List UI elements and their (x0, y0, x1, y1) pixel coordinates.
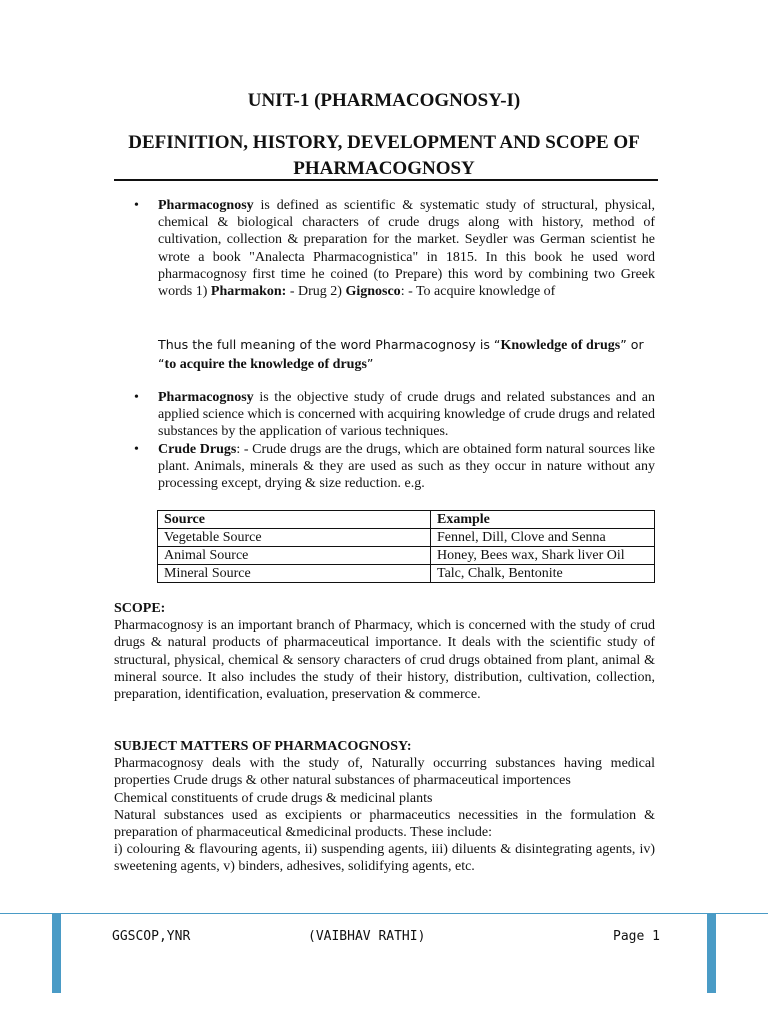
subject-line-3: Natural substances used as excipients or pharmaceutics necessities in the formulation & preparation of pharmaceutical &medicinal products. These include: (114, 807, 655, 841)
table-header-row (158, 511, 655, 529)
table-cell: Fennel, Dill, Clove and Senna (431, 529, 655, 547)
term-gignosco: Gignosco (345, 284, 401, 300)
definition-text-3: : - To acquire knowledge of (400, 284, 556, 300)
bullet-list-2 (130, 389, 655, 492)
scope-text: Pharmacognosy is an important branch of Pharmacy, which is concerned with the study of crud drugs & natural products of pharmaceutical importance. It deals with the scientific study of structural, physical, chemical & sensory characters of crud drugs obtained from plant, animal & mineral source. It also includes the study of their history, distribution, cultivation, collection, preparation, identification, evaluation, preservation & commerce. (114, 618, 655, 703)
meaning-paragraph (158, 336, 655, 374)
subject-line-2: Chemical constituents of crude drugs & medicinal plants (114, 790, 433, 806)
source-example-table (157, 510, 655, 583)
footer-author: (VAIBHAV RATHI) (308, 929, 426, 944)
meaning-bold-2: to acquire the knowledge of drugs (164, 357, 367, 372)
table-row (158, 547, 655, 565)
footer-left-bar (52, 913, 61, 993)
meaning-text-3: ” (366, 356, 374, 371)
table-cell: Talc, Chalk, Bentonite (431, 565, 655, 583)
meaning-text-1: Thus the full meaning of the word Pharmacognosy is “ (158, 337, 501, 352)
objective-text: is the objective study of crude drugs and related substances and an applied science which is concerned with acquiring knowledge of crude drugs and related substances by the application of various techniques. (158, 390, 655, 440)
table-cell: Vegetable Source (158, 529, 431, 547)
meaning-text-2: ” or “ (158, 337, 644, 371)
term-pharmacognosy-2: Pharmacognosy (158, 390, 254, 405)
term-crude-drugs: Crude Drugs (158, 441, 237, 457)
bullet-list-1 (130, 197, 655, 300)
table-row (158, 529, 655, 547)
definition-text: is defined as scientific & systematic study of structural, physical, chemical & biological characters of crude drugs along with history, method of cultivation, collection & preparation for the market. Seydler was German scientist he wrote a book "Analecta Pharmacognistica" in 1815. In this book he used word pharmacognosy first time he coined (to Prepare) this word by combining two Greek words 1) (158, 198, 655, 300)
bullet-objective-study (130, 389, 655, 441)
footer-right-bar (707, 913, 716, 993)
table-cell: Animal Source (158, 547, 431, 565)
crude-drugs-text: : - Crude drugs are the drugs, which are obtained form natural sources like plant. Animals, minerals & they are used as such as they occur in nature without any processing except, drying & size reduction. e.g. (158, 441, 655, 492)
table-row (158, 565, 655, 583)
table-cell: Honey, Bees wax, Shark liver Oil (431, 547, 655, 565)
footer-college: GGSCOP,YNR (112, 929, 191, 944)
page-title: DEFINITION, HISTORY, DEVELOPMENT AND SCOPE OF PHARMACOGNOSY (128, 132, 640, 179)
table-cell: Mineral Source (158, 565, 431, 583)
table-header-cell: Source (158, 511, 431, 529)
bullet-pharmacognosy-definition (130, 197, 655, 300)
title-divider (114, 179, 658, 181)
subject-line-4: i) colouring & flavouring agents, ii) suspending agents, iii) diluents & disintegrating agents, iv) sweetening agents, v) binders, adhesives, solidifying agents, etc. (114, 842, 655, 875)
footer-divider (0, 913, 768, 914)
meaning-bold-1: Knowledge of drugs (500, 338, 621, 353)
subject-line-1: Pharmacognosy deals with the study of, Naturally occurring substances having medical properties Crude drugs & other natural substances of pharmaceutical importences (114, 756, 655, 789)
subject-heading: SUBJECT MATTERS OF PHARMACOGNOSY: (114, 739, 412, 754)
definition-text-2: - Drug 2) (286, 284, 346, 300)
scope-section (114, 600, 655, 703)
page-number: Page 1 (613, 929, 660, 944)
term-pharmacognosy: Pharmacognosy (158, 198, 254, 213)
table-header-cell: Example (431, 511, 655, 529)
term-pharmakon: Pharmakon: (210, 284, 287, 300)
scope-heading: SCOPE: (114, 601, 166, 616)
unit-title: UNIT-1 (PHARMACOGNOSY-I) (247, 90, 521, 111)
bullet-crude-drugs (130, 441, 655, 493)
subject-matters-section (114, 738, 655, 876)
